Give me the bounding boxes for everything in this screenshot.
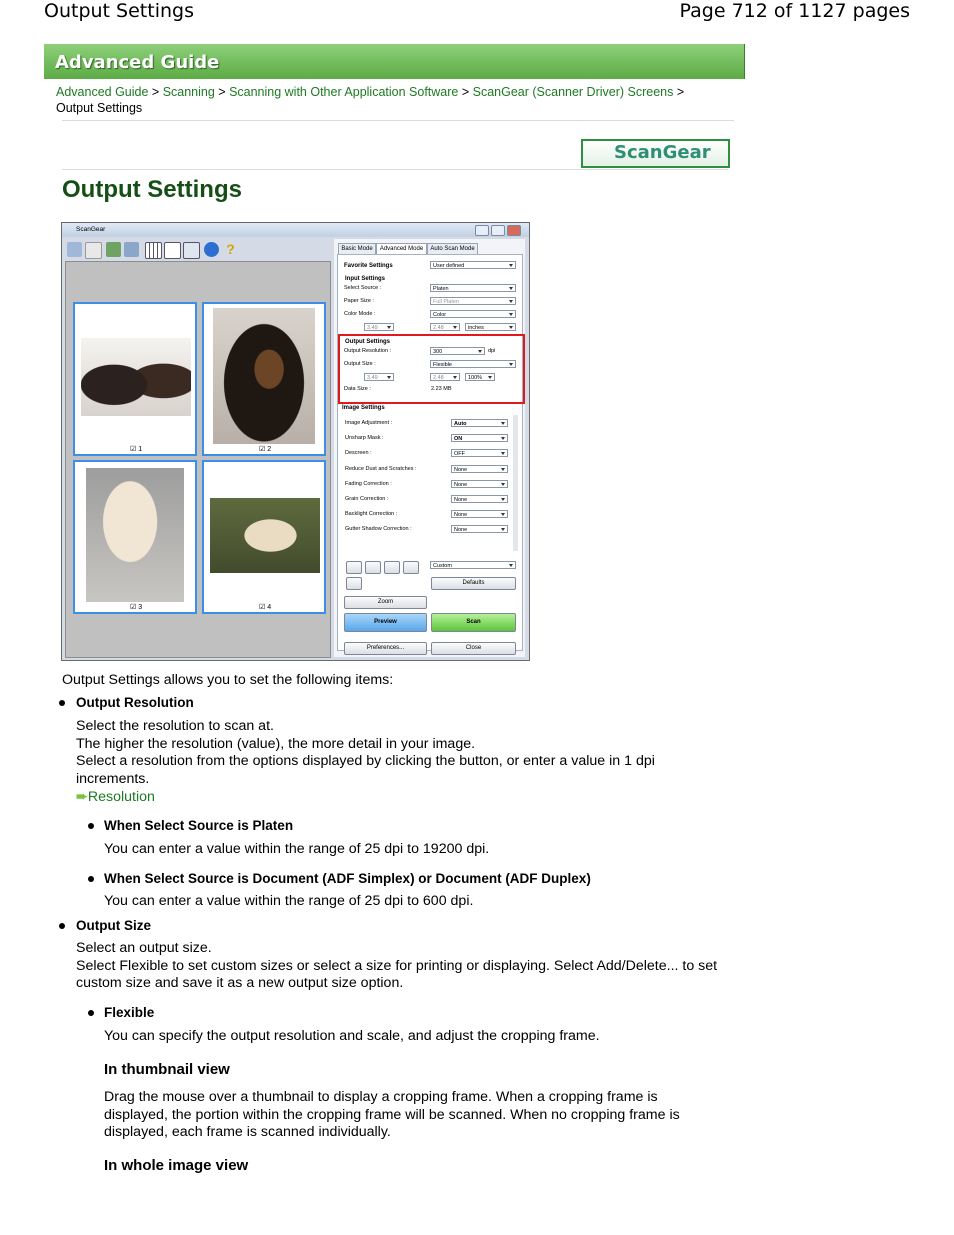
- maximize-icon[interactable]: [491, 225, 505, 236]
- auto-crop-icon[interactable]: [124, 242, 139, 257]
- tab-basic-mode[interactable]: Basic Mode: [338, 243, 376, 255]
- image-setting-select[interactable]: Auto: [451, 419, 508, 427]
- unit-select[interactable]: inches: [465, 323, 516, 331]
- image-settings-scrollbar[interactable]: [513, 415, 518, 551]
- divider: [62, 120, 734, 121]
- photo-dachshund: [213, 308, 315, 444]
- thumbnail-frame[interactable]: [73, 460, 197, 614]
- thumb-number: 4: [267, 604, 272, 611]
- close-button[interactable]: Close: [431, 642, 516, 655]
- whole-view-icon[interactable]: [183, 242, 200, 259]
- output-settings-heading: Output Settings: [345, 339, 390, 345]
- resolution-line: The higher the resolution (value), the more detail in your image.: [76, 735, 476, 752]
- color-icon[interactable]: [346, 561, 362, 574]
- output-resolution-select[interactable]: 300: [430, 347, 485, 355]
- platen-text: You can enter a value within the range of 25 dpi to 19200 dpi.: [104, 841, 490, 857]
- image-setting-label: Unsharp Mask :: [345, 435, 384, 442]
- flexible-text: You can specify the output resolution and scale, and adjust the cropping frame.: [104, 1028, 600, 1044]
- image-setting-label: Image Adjustment :: [345, 420, 393, 426]
- scangear-logo-text: ScanGear: [614, 142, 711, 163]
- breadcrumb: [56, 85, 684, 99]
- data-size-label: Data Size :: [344, 386, 371, 392]
- page-counter: Page 712 of 1127 pages: [679, 0, 910, 22]
- resolution-link-text[interactable]: Resolution: [87, 789, 155, 805]
- resolution-text: [76, 718, 655, 788]
- minimize-icon[interactable]: [475, 225, 489, 236]
- bullet: [88, 1010, 94, 1016]
- thumbnail-view-line: displayed, the portion within the cropping frame will be scanned. When no cropping frame is: [104, 1106, 680, 1123]
- resolution-link[interactable]: [76, 789, 155, 807]
- window-title: ScanGear: [76, 226, 106, 233]
- breadcrumb-link-advanced-guide[interactable]: Advanced Guide: [56, 85, 149, 99]
- thumbnail-view-line: displayed, each frame is scanned individually.: [104, 1124, 391, 1140]
- select-source-select[interactable]: Platen: [430, 284, 516, 292]
- select-source-label: Select Source :: [344, 285, 382, 291]
- favorite-settings-label: Favorite Settings: [344, 263, 393, 269]
- page-header-title: Output Settings: [44, 0, 194, 22]
- adf-text: You can enter a value within the range of 25 dpi to 600 dpi.: [104, 893, 474, 909]
- scale-field[interactable]: 100%: [465, 373, 495, 381]
- output-size-line: Select an output size.: [76, 940, 212, 956]
- image-setting-select[interactable]: None: [451, 495, 508, 503]
- image-setting-select[interactable]: ON: [451, 434, 508, 442]
- arrow-right-icon: ➨: [76, 789, 88, 805]
- banner-label: Advanced Guide: [55, 52, 220, 73]
- image-settings-heading: Image Settings: [342, 405, 385, 411]
- defaults-button[interactable]: Defaults: [431, 577, 516, 590]
- bullet: [88, 823, 94, 829]
- thumb-checkbox[interactable]: ☑ 4: [259, 604, 272, 611]
- photo-dogs-group: [81, 338, 191, 416]
- window-titlebar: [62, 223, 529, 237]
- input-height-field[interactable]: 2.48: [430, 323, 460, 331]
- tab-auto-scan-mode[interactable]: Auto Scan Mode: [427, 243, 478, 255]
- thumb-checkbox[interactable]: ☑ 2: [259, 446, 272, 453]
- bullet: [59, 923, 65, 929]
- thumb-checkbox[interactable]: ☑ 1: [130, 446, 143, 453]
- image-setting-select[interactable]: OFF: [451, 449, 508, 457]
- paper-size-select[interactable]: Full Platen: [430, 297, 516, 305]
- thumbnail-frame[interactable]: [73, 302, 197, 456]
- thumbnail-viewer: [65, 261, 331, 658]
- advanced-guide-banner: [44, 44, 745, 79]
- breadcrumb-link-scangear-screens[interactable]: ScanGear (Scanner Driver) Screens: [472, 85, 674, 99]
- image-setting-label: Fading Correction :: [345, 480, 392, 487]
- image-setting-label: Backlight Correction :: [345, 511, 398, 518]
- whole-view-heading: In whole image view: [104, 1157, 249, 1174]
- open-icon[interactable]: [67, 242, 82, 257]
- resolution-unit: dpi: [488, 348, 496, 354]
- breadcrumb-current: Output Settings: [56, 101, 143, 115]
- image-setting-label: Grain Correction :: [345, 496, 389, 502]
- breadcrumb-link-scanning[interactable]: Scanning: [162, 85, 215, 99]
- image-setting-label: Gutter Shadow Correction :: [345, 526, 412, 533]
- photo-labrador: [86, 468, 184, 602]
- resolution-line: increments.: [76, 770, 150, 787]
- thumbnail-view-icon[interactable]: [164, 242, 181, 259]
- output-size-select[interactable]: Flexible: [430, 360, 516, 368]
- thumbnail-frame[interactable]: [202, 302, 326, 456]
- output-size-line: custom size and save it as a new output size option.: [76, 975, 404, 991]
- output-size-text: [76, 940, 717, 993]
- input-settings-heading: Input Settings: [345, 276, 385, 282]
- paper-size-label: Paper Size :: [344, 298, 374, 304]
- toolbar: [65, 239, 330, 261]
- close-window-icon[interactable]: [507, 225, 521, 236]
- favorite-settings-select[interactable]: User defined: [430, 261, 516, 269]
- thumb-number: 2: [267, 446, 272, 453]
- threshold-icon[interactable]: [346, 577, 362, 590]
- platen-heading: When Select Source is Platen: [104, 818, 294, 833]
- thumbnail-view-heading: In thumbnail view: [104, 1061, 230, 1078]
- thumb-checkbox[interactable]: ☑ 3: [130, 604, 143, 611]
- zoom-button[interactable]: Zoom: [344, 596, 427, 609]
- input-width-field[interactable]: 3.49: [364, 323, 394, 331]
- image-setting-select[interactable]: None: [451, 480, 508, 488]
- intro-text: Output Settings allows you to set the following items:: [62, 672, 394, 688]
- image-setting-select[interactable]: None: [451, 510, 508, 518]
- image-setting-label: Descreen :: [345, 450, 372, 457]
- crop-icon[interactable]: [106, 242, 121, 257]
- thumbnail-view-line: Drag the mouse over a thumbnail to display a cropping frame. When a cropping frame is: [104, 1089, 658, 1105]
- resolution-line: Select the resolution to scan at.: [76, 718, 274, 734]
- resolution-line: Select a resolution from the options displayed by clicking the button, or enter a value in 1 dpi: [76, 753, 655, 769]
- tab-advanced-mode[interactable]: Advanced Mode: [376, 243, 427, 255]
- histogram-icon[interactable]: [384, 561, 400, 574]
- thumbnail-view-text: [104, 1089, 680, 1142]
- breadcrumb-sep: >: [148, 85, 163, 99]
- output-width-field[interactable]: 3.49: [364, 373, 394, 381]
- settings-panel: [334, 239, 525, 657]
- select-all-icon[interactable]: [145, 242, 162, 259]
- breadcrumb-sep: >: [673, 85, 685, 99]
- custom-select[interactable]: Custom: [430, 561, 516, 569]
- output-resolution-label: Output Resolution :: [344, 348, 392, 354]
- thumb-number: 3: [138, 604, 143, 611]
- scangear-logo: [581, 139, 730, 168]
- image-setting-select[interactable]: None: [451, 465, 508, 473]
- data-size-value: 2.23 MB: [431, 386, 452, 392]
- flexible-heading: Flexible: [104, 1005, 155, 1020]
- divider: [62, 169, 728, 170]
- tone-curve-icon[interactable]: [403, 561, 419, 574]
- preview-button[interactable]: Preview: [344, 613, 427, 632]
- brightness-icon[interactable]: [365, 561, 381, 574]
- output-size-heading: Output Size: [76, 918, 151, 933]
- adf-heading: When Select Source is Document (ADF Simplex) or Document (ADF Duplex): [104, 871, 591, 886]
- help-icon[interactable]: ?: [226, 241, 235, 257]
- thumb-number: 1: [138, 446, 143, 453]
- color-mode-select[interactable]: Color: [430, 310, 516, 318]
- image-setting-select[interactable]: None: [451, 525, 508, 533]
- scangear-screenshot: [61, 222, 530, 661]
- bullet: [88, 876, 94, 882]
- output-height-field[interactable]: 2.48: [430, 373, 460, 381]
- color-mode-label: Color Mode :: [344, 311, 376, 317]
- output-size-line: Select Flexible to set custom sizes or select a size for printing or displaying. Select Add/Delete... to set: [76, 957, 718, 974]
- photo-dog-grass: [210, 498, 320, 573]
- breadcrumb-sep: >: [458, 85, 473, 99]
- breadcrumb-sep: >: [214, 85, 230, 99]
- output-resolution-heading: Output Resolution: [76, 695, 194, 710]
- scan-button[interactable]: Scan: [431, 613, 516, 632]
- image-setting-label: Reduce Dust and Scratches :: [345, 465, 417, 472]
- breadcrumb-link-other-software[interactable]: Scanning with Other Application Software: [229, 85, 459, 99]
- output-size-label: Output Size :: [344, 361, 376, 367]
- preferences-button[interactable]: Preferences...: [344, 642, 427, 655]
- bullet: [59, 700, 65, 706]
- info-icon[interactable]: [204, 242, 219, 257]
- new-icon[interactable]: [85, 242, 102, 259]
- page-title: Output Settings: [62, 176, 242, 203]
- thumbnail-frame[interactable]: [202, 460, 326, 614]
